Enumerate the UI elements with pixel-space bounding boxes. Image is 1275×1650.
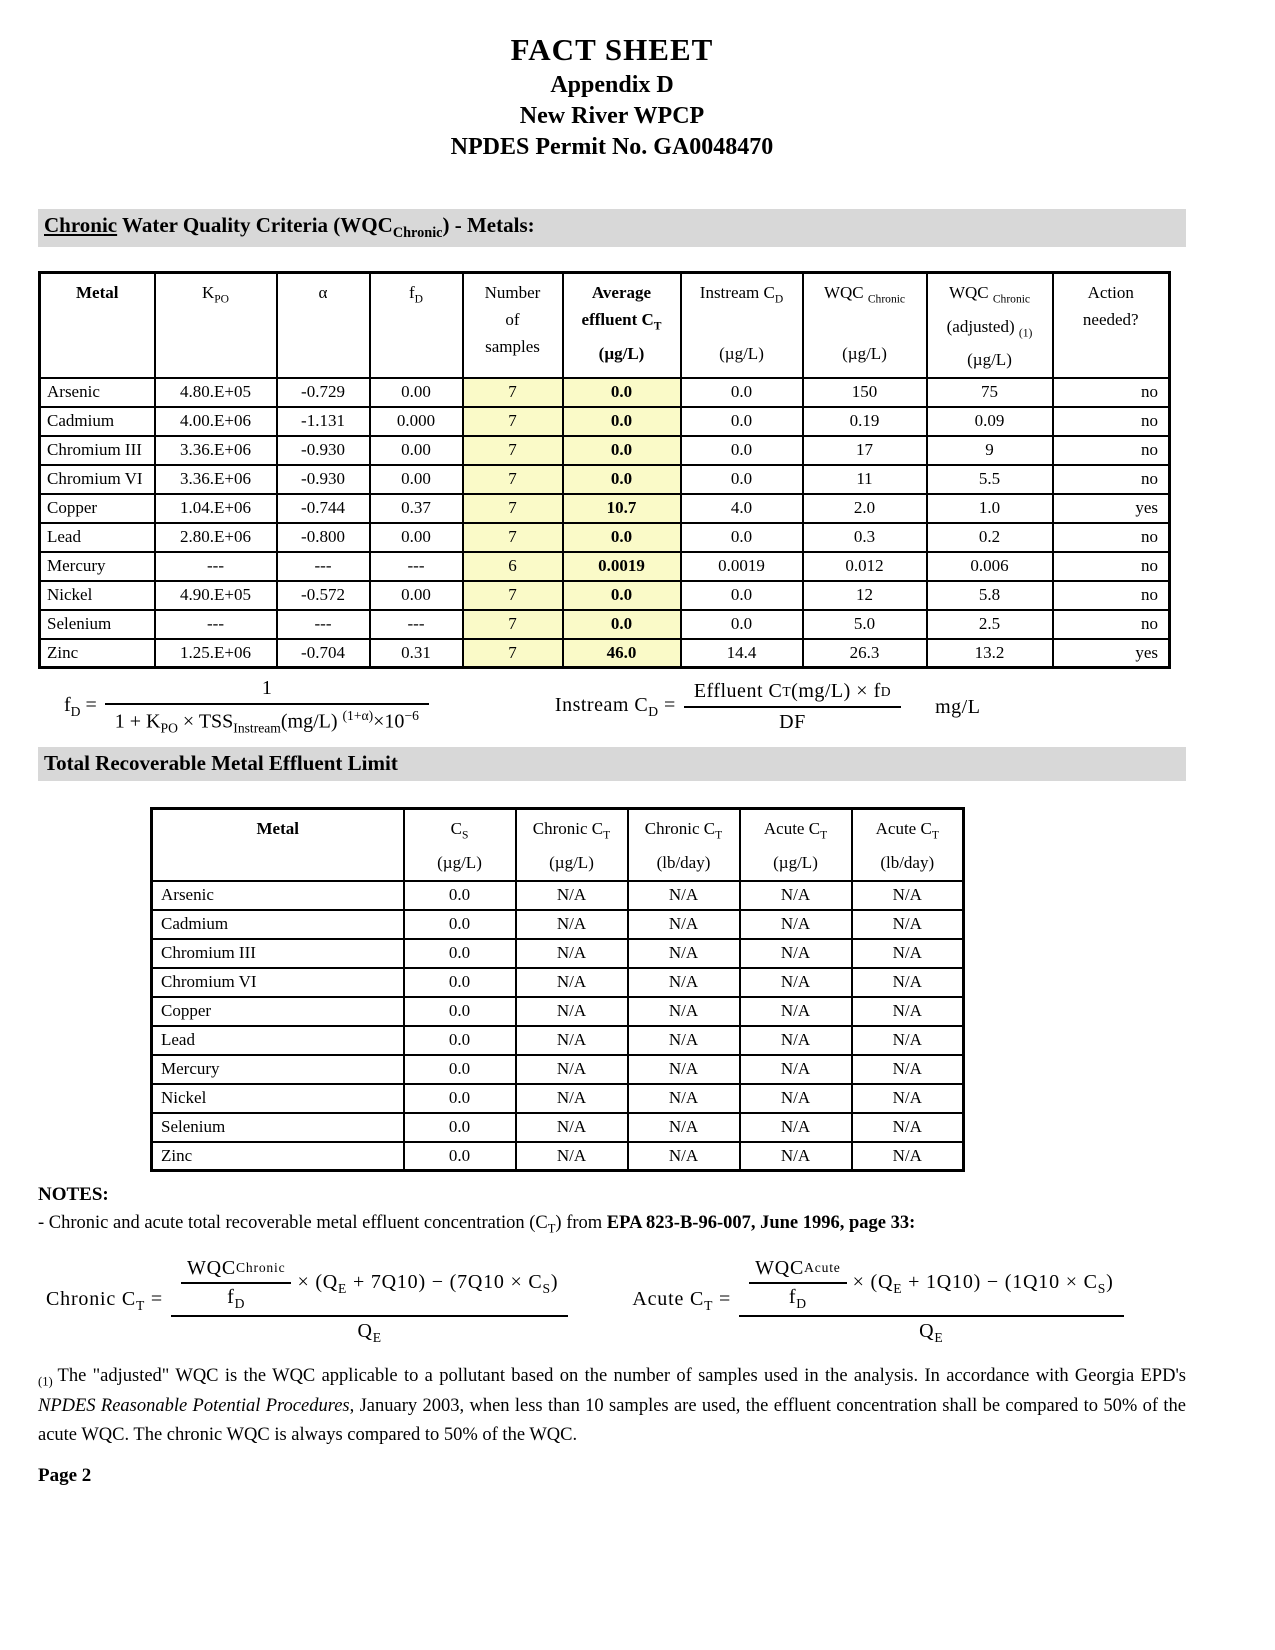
table-cell: N/A — [852, 997, 964, 1026]
col-header-average-effluent-ct — [563, 273, 681, 378]
table-cell: 0.0 — [404, 1026, 516, 1055]
table-cell: 0.0 — [681, 610, 803, 639]
header-line: needed? — [1082, 310, 1139, 330]
appendix-line: Appendix D — [550, 72, 674, 98]
header-line: (µg/L) — [437, 852, 482, 872]
header-line: samples — [485, 337, 540, 357]
table-cell: N/A — [740, 881, 852, 910]
table-row — [40, 436, 1170, 465]
header-line: (adjusted) $_{(1)}$ — [946, 316, 1033, 339]
instream-cd-formula-denominator: DF — [779, 711, 806, 734]
table-cell: no — [1053, 378, 1170, 407]
table-cell: Nickel — [40, 581, 155, 610]
table-cell: 0.0019 — [563, 552, 681, 581]
table-cell: N/A — [628, 997, 740, 1026]
table-cell: Zinc — [40, 639, 155, 668]
table-cell: Nickel — [152, 1084, 404, 1113]
table-cell: Chromium III — [40, 436, 155, 465]
effluent-limit-table — [150, 807, 965, 1172]
header-line: $K_{PO}$ — [201, 283, 230, 306]
table-cell: N/A — [740, 1113, 852, 1142]
table-cell: 0.0 — [563, 581, 681, 610]
header-line: (µg/L) — [967, 349, 1012, 369]
table-cell: Selenium — [40, 610, 155, 639]
acute-ct-formula-numerator — [739, 1257, 1123, 1317]
acute-ct-formula-lhs: Acute $C_T$ = — [632, 1288, 732, 1314]
acute-ct-numerator-rest: × $(Q_E + 1Q10) - (1Q10 \times C_S)$ — [852, 1271, 1114, 1297]
header-line: $C_S$ — [450, 819, 469, 842]
table-cell: N/A — [852, 1055, 964, 1084]
table-cell: 0.19 — [803, 407, 927, 436]
table-cell: 5.5 — [927, 465, 1053, 494]
table-cell: 0.0 — [404, 881, 516, 910]
permit-line: NPDES Permit No. GA0048470 — [450, 134, 774, 160]
header-line: α — [318, 283, 328, 303]
chronic-ct-numerator-rest: × $(Q_E + 7Q10) - (7Q10 \times C_S)$ — [297, 1271, 559, 1297]
table-cell: N/A — [740, 1084, 852, 1113]
table-row — [40, 465, 1170, 494]
table-cell: Lead — [40, 523, 155, 552]
table-cell: 7 — [463, 639, 563, 668]
document-header — [38, 32, 1186, 161]
table-cell: -0.800 — [277, 523, 370, 552]
table-cell: 0.0 — [681, 378, 803, 407]
header-line: Metal — [76, 283, 119, 303]
table-row — [40, 552, 1170, 581]
chronic-criteria-section-header: Chronic Water Quality Criteria $(WQC_{Chronic})$ - Metals: — [38, 209, 1186, 247]
header-line: WQC $_{Chronic}$ — [948, 283, 1031, 306]
table-row — [40, 378, 1170, 407]
table-cell: N/A — [628, 1142, 740, 1171]
table-cell: N/A — [516, 1055, 628, 1084]
header-line: Acute $C_T$ — [763, 819, 828, 842]
chronic-ct-formula-numerator — [171, 1257, 568, 1317]
table-cell: N/A — [516, 997, 628, 1026]
table-cell: 4.90.E+05 — [155, 581, 277, 610]
header-line: Number — [484, 283, 541, 303]
header-line: (lb/day) — [656, 852, 711, 872]
table-cell: 4.00.E+06 — [155, 407, 277, 436]
table-cell: N/A — [516, 939, 628, 968]
table-cell: 0.0 — [563, 407, 681, 436]
table-cell: 0.0 — [681, 407, 803, 436]
table-cell: N/A — [852, 910, 964, 939]
table-cell: 0.0 — [404, 1084, 516, 1113]
table-cell: 0.0 — [681, 581, 803, 610]
table-cell: N/A — [628, 1055, 740, 1084]
header-line: effluent $C_T$ — [581, 310, 662, 333]
col-header-action-needed — [1053, 273, 1170, 378]
table-cell: -0.930 — [277, 436, 370, 465]
col-header-cs — [404, 809, 516, 881]
table-cell: 4.80.E+05 — [155, 378, 277, 407]
table-cell: 3.36.E+06 — [155, 465, 277, 494]
header-line — [806, 313, 924, 340]
table-cell: 0.00 — [370, 581, 463, 610]
header-line: Action — [1087, 283, 1134, 303]
table-cell: 0.0 — [404, 1055, 516, 1084]
chronic-wqc-metals-table — [38, 271, 1171, 669]
table-cell: 1.25.E+06 — [155, 639, 277, 668]
table-row — [152, 1055, 964, 1084]
table-cell: 7 — [463, 378, 563, 407]
table-cell: Cadmium — [40, 407, 155, 436]
adjusted-wqc-footnote: $_{(1)}$ The "adjusted" WQC is the WQC applicable to a pollutant based on the number of samples used in the analysis. In accordance with Georgia EPD's NPDES Reasonable Potential Procedures, January 2003, when less than 10 samples are used, the effluent concentration shall be compared to 50% of the acute WQC. The chronic WQC is always compared to 50% of the WQC. — [38, 1365, 1187, 1446]
table-cell: 0.0 — [404, 1113, 516, 1142]
table-cell: N/A — [740, 910, 852, 939]
header-line: Average — [591, 283, 652, 303]
table-cell: 0.31 — [370, 639, 463, 668]
table-cell: N/A — [516, 1142, 628, 1171]
effluent-limit-table-body — [152, 881, 964, 1171]
table-cell: 46.0 — [563, 639, 681, 668]
table-row — [40, 581, 1170, 610]
table-row — [40, 610, 1170, 639]
table-cell: N/A — [628, 910, 740, 939]
table-cell: N/A — [740, 939, 852, 968]
table-cell: -0.572 — [277, 581, 370, 610]
table-cell: Mercury — [152, 1055, 404, 1084]
chronic-ct-formula-denominator: $Q_E$ — [357, 1319, 382, 1345]
header-line: Chronic $C_T$ — [532, 819, 611, 842]
col-header-chronic-ct-ugl — [516, 809, 628, 881]
document-title: FACT SHEET — [510, 32, 714, 67]
table-cell: 0.37 — [370, 494, 463, 523]
table-cell: Selenium — [152, 1113, 404, 1142]
table-cell: no — [1053, 436, 1170, 465]
table-cell: 0.0 — [563, 610, 681, 639]
table-cell: yes — [1053, 639, 1170, 668]
table-cell: N/A — [516, 910, 628, 939]
table-cell: 7 — [463, 523, 563, 552]
table-cell: 0.012 — [803, 552, 927, 581]
col-header-acute-ct-lbday — [852, 809, 964, 881]
table-cell: 0.0 — [563, 378, 681, 407]
table-cell: -0.729 — [277, 378, 370, 407]
table-cell: N/A — [852, 1084, 964, 1113]
notes-source-line: - Chronic and acute total recoverable metal effluent concentration $(C_T)$ from EPA 823-B-96-007, June 1996, page 33: — [38, 1213, 916, 1236]
table-cell: 0.0019 — [681, 552, 803, 581]
table-cell: 7 — [463, 436, 563, 465]
table-cell: 7 — [463, 494, 563, 523]
instream-cd-formula — [555, 680, 981, 734]
table-cell: 0.006 — [927, 552, 1053, 581]
instream-cd-units: mg/L — [935, 695, 981, 718]
table-cell: N/A — [628, 939, 740, 968]
header-line: (µg/L) — [773, 852, 818, 872]
table-cell: no — [1053, 581, 1170, 610]
acute-ct-formula — [632, 1257, 1131, 1346]
fd-term: $f_D$ — [227, 1285, 246, 1311]
table-row — [152, 1026, 964, 1055]
table-cell: 0.0 — [404, 939, 516, 968]
table-row — [152, 968, 964, 997]
table-row — [152, 1142, 964, 1171]
chronic-ct-formula-lhs: Chronic $C_T$ = — [46, 1288, 163, 1314]
table-cell: N/A — [852, 968, 964, 997]
table-cell: N/A — [740, 968, 852, 997]
table-cell: N/A — [516, 1113, 628, 1142]
table-cell: 0.0 — [681, 465, 803, 494]
table-cell: 11 — [803, 465, 927, 494]
header-line: WQC $_{Chronic}$ — [823, 283, 906, 306]
table-cell: 1.04.E+06 — [155, 494, 277, 523]
instream-cd-formula-numerator: Effluent C T (mg/L) × f D — [684, 680, 901, 708]
table-cell: -0.744 — [277, 494, 370, 523]
col-header-wqc-chronic — [803, 273, 927, 378]
table-cell: N/A — [740, 1026, 852, 1055]
page-number: Page 2 — [38, 1464, 92, 1486]
wqc-acute-term: WQC Acute — [749, 1257, 847, 1284]
fd-formula-numerator: 1 — [105, 677, 429, 705]
header-line: (µg/L) — [549, 852, 594, 872]
table-cell: -0.704 — [277, 639, 370, 668]
table-cell: 0.3 — [803, 523, 927, 552]
table-cell: 6 — [463, 552, 563, 581]
table-cell: N/A — [516, 968, 628, 997]
table-cell: Chromium III — [152, 939, 404, 968]
table-row — [40, 523, 1170, 552]
acute-ct-formula-denominator: $Q_E$ — [919, 1319, 944, 1345]
facility-line: New River WPCP — [519, 103, 705, 129]
table-cell: N/A — [516, 881, 628, 910]
instream-cd-formula-lhs: Instream $C_D$ = — [554, 694, 676, 720]
table-cell: 12 — [803, 581, 927, 610]
col-header-fd — [370, 273, 463, 378]
table-cell: 7 — [463, 407, 563, 436]
table-row — [40, 639, 1170, 668]
table-cell: N/A — [516, 1026, 628, 1055]
table-cell: N/A — [516, 1084, 628, 1113]
table-cell: Arsenic — [40, 378, 155, 407]
header-line: Instream $C_D$ — [699, 283, 784, 306]
fd-formula-denominator: $1 + K_{PO} \times TSS_{Instream}(mg/L)$ $^{(1+\alpha)}\times 10^{-6}$ — [114, 708, 419, 737]
notes-heading: NOTES: — [38, 1184, 109, 1206]
table-cell: yes — [1053, 494, 1170, 523]
table-row — [152, 1084, 964, 1113]
table-cell: 0.0 — [681, 523, 803, 552]
table-cell: 5.8 — [927, 581, 1053, 610]
table-row — [152, 910, 964, 939]
table-cell: N/A — [852, 1026, 964, 1055]
table-cell: 4.0 — [681, 494, 803, 523]
table-cell: 0.0 — [563, 523, 681, 552]
table-cell: --- — [370, 552, 463, 581]
total-recoverable-section-header: Total Recoverable Metal Effluent Limit — [38, 747, 1186, 781]
table-row — [152, 997, 964, 1026]
table-cell: 9 — [927, 436, 1053, 465]
table-cell: 0.00 — [370, 436, 463, 465]
table-cell: 7 — [463, 465, 563, 494]
table-cell: no — [1053, 407, 1170, 436]
table-row — [40, 494, 1170, 523]
table-cell: 13.2 — [927, 639, 1053, 668]
table-cell: --- — [370, 610, 463, 639]
table-cell: N/A — [852, 1113, 964, 1142]
table-cell: 5.0 — [803, 610, 927, 639]
table-cell: Zinc — [152, 1142, 404, 1171]
table-cell: 0.0 — [681, 436, 803, 465]
header-line: $f_D$ — [408, 283, 423, 306]
header-line — [684, 313, 800, 340]
table-row — [40, 407, 1170, 436]
table-cell: N/A — [628, 1113, 740, 1142]
table-cell: -1.131 — [277, 407, 370, 436]
header-line: Chronic $C_T$ — [644, 819, 723, 842]
header-line: (µg/L) — [598, 343, 645, 363]
header-line: Acute $C_T$ — [875, 819, 939, 842]
table-cell: 2.0 — [803, 494, 927, 523]
col-header-metal — [152, 809, 404, 881]
col-header-alpha — [277, 273, 370, 378]
table-cell: 0.00 — [370, 523, 463, 552]
col-header-acute-ct-ugl — [740, 809, 852, 881]
col-header-number-of-samples — [463, 273, 563, 378]
wqc-chronic-over-fd-fraction — [181, 1257, 291, 1312]
table-cell: Copper — [152, 997, 404, 1026]
table-cell: Chromium VI — [40, 465, 155, 494]
table-cell: 3.36.E+06 — [155, 436, 277, 465]
table-cell: no — [1053, 523, 1170, 552]
header-line: Metal — [256, 819, 299, 839]
table-cell: N/A — [740, 997, 852, 1026]
table-cell: N/A — [740, 1142, 852, 1171]
table-cell: N/A — [852, 881, 964, 910]
table-cell: --- — [277, 610, 370, 639]
table-cell: N/A — [852, 1142, 964, 1171]
table-cell: 0.000 — [370, 407, 463, 436]
table-cell: 7 — [463, 581, 563, 610]
header-line: (lb/day) — [880, 852, 935, 872]
table-cell: --- — [277, 552, 370, 581]
table-cell: no — [1053, 465, 1170, 494]
table-cell: 0.0 — [563, 465, 681, 494]
wqc-acute-over-fd-fraction — [749, 1257, 847, 1312]
instream-cd-formula-fraction — [684, 680, 901, 734]
header-line: (µg/L) — [842, 343, 887, 363]
table-cell: 0.00 — [370, 378, 463, 407]
col-header-instream-cd — [681, 273, 803, 378]
table-cell: N/A — [852, 939, 964, 968]
table-cell: 0.00 — [370, 465, 463, 494]
table-cell: Chromium VI — [152, 968, 404, 997]
dissolved-fraction-formulas — [38, 677, 1186, 737]
table-cell: no — [1053, 552, 1170, 581]
table-cell: 14.4 — [681, 639, 803, 668]
table-header-row — [152, 809, 964, 881]
table-cell: N/A — [628, 1084, 740, 1113]
acute-ct-formula-fraction — [739, 1257, 1123, 1346]
table-cell: 150 — [803, 378, 927, 407]
fd-formula — [64, 677, 437, 737]
chronic-ct-formula-fraction — [171, 1257, 568, 1346]
chronic-wqc-table-body — [40, 378, 1170, 668]
table-cell: Mercury — [40, 552, 155, 581]
table-cell: 1.0 — [927, 494, 1053, 523]
table-cell: 0.0 — [404, 1142, 516, 1171]
table-cell: 0.0 — [404, 910, 516, 939]
table-cell: 75 — [927, 378, 1053, 407]
table-cell: --- — [155, 552, 277, 581]
table-cell: --- — [155, 610, 277, 639]
ct-formulas — [38, 1257, 1186, 1346]
table-cell: 0.0 — [404, 968, 516, 997]
table-cell: Arsenic — [152, 881, 404, 910]
table-header-row — [40, 273, 1170, 378]
table-row — [152, 1113, 964, 1142]
table-cell: N/A — [740, 1055, 852, 1084]
fd-term: $f_D$ — [788, 1285, 807, 1311]
header-line: of — [505, 310, 520, 330]
col-header-wqc-chronic-adjusted — [927, 273, 1053, 378]
table-row — [152, 881, 964, 910]
table-cell: 7 — [463, 610, 563, 639]
table-cell: 17 — [803, 436, 927, 465]
table-cell: 0.0 — [404, 997, 516, 1026]
table-cell: 26.3 — [803, 639, 927, 668]
table-cell: 10.7 — [563, 494, 681, 523]
table-cell: Lead — [152, 1026, 404, 1055]
table-cell: 0.0 — [563, 436, 681, 465]
table-row — [152, 939, 964, 968]
chronic-ct-formula — [46, 1257, 576, 1346]
col-header-chronic-ct-lbday — [628, 809, 740, 881]
table-cell: 0.2 — [927, 523, 1053, 552]
table-cell: N/A — [628, 1026, 740, 1055]
table-cell: N/A — [628, 881, 740, 910]
table-cell: Cadmium — [152, 910, 404, 939]
table-cell: -0.930 — [277, 465, 370, 494]
fd-formula-fraction — [105, 677, 429, 737]
table-cell: Copper — [40, 494, 155, 523]
table-cell: 2.80.E+06 — [155, 523, 277, 552]
table-cell: no — [1053, 610, 1170, 639]
wqc-chronic-term: WQC Chronic — [181, 1257, 291, 1284]
table-cell: 0.09 — [927, 407, 1053, 436]
table-cell: 2.5 — [927, 610, 1053, 639]
col-header-metal — [40, 273, 155, 378]
header-line: (µg/L) — [719, 343, 764, 363]
table-cell: N/A — [628, 968, 740, 997]
fd-formula-lhs: $f_D$ = — [64, 694, 97, 720]
col-header-kpo — [155, 273, 277, 378]
